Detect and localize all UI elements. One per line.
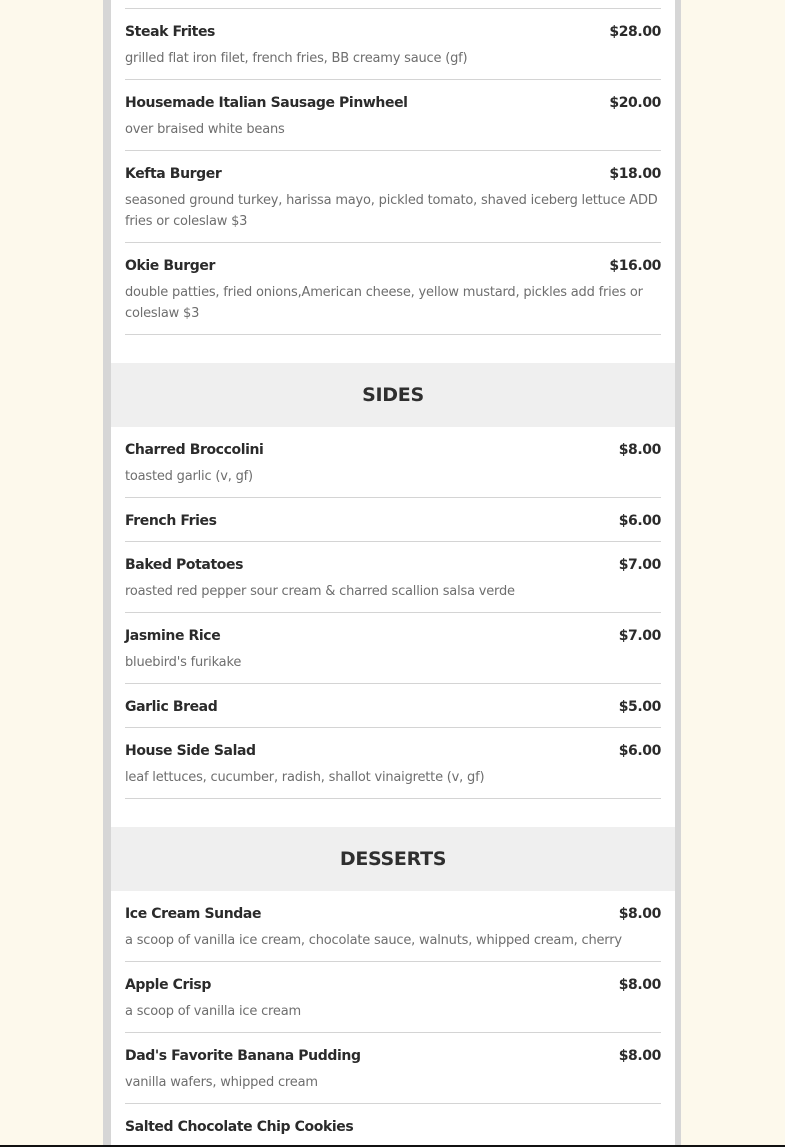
item-description: toasted garlic (v, gf)	[125, 469, 253, 484]
item-description: seasoned ground turkey, harissa mayo, pickled tomato, shaved iceberg lettuce ADD fries or coleslaw $3	[125, 193, 658, 229]
menu-item	[125, 498, 661, 542]
item-price: $5.00	[618, 699, 661, 715]
item-name: Jasmine Rice	[125, 628, 221, 644]
item-price: $6.00	[618, 513, 661, 529]
item-description: over braised white beans	[125, 122, 285, 137]
menu-item	[125, 243, 661, 335]
item-name: Housemade Italian Sausage Pinwheel	[125, 95, 408, 111]
section-header-desserts	[111, 827, 675, 891]
item-price: $8.00	[618, 1048, 661, 1064]
item-name: Garlic Bread	[125, 699, 218, 715]
item-description: leaf lettuces, cucumber, radish, shallot vinaigrette (v, gf)	[125, 770, 485, 785]
item-description: bluebird's furikake	[125, 655, 242, 670]
item-price: $8.00	[618, 977, 661, 993]
menu-content	[111, 0, 675, 1147]
item-description: a scoop of vanilla ice cream	[125, 1004, 301, 1019]
item-name: Dad's Favorite Banana Pudding	[125, 1048, 361, 1064]
item-price: $18.00	[609, 166, 661, 182]
item-price: $7.00	[618, 557, 661, 573]
menu-item	[125, 542, 661, 613]
desserts-list	[125, 891, 661, 1147]
item-name: Apple Crisp	[125, 977, 211, 993]
section-title: SIDES	[362, 384, 424, 406]
item-name: House Side Salad	[125, 743, 256, 759]
item-price: $8.00	[618, 906, 661, 922]
item-price: $20.00	[609, 95, 661, 111]
item-description: grilled flat iron filet, french fries, BB creamy sauce (gf)	[125, 51, 468, 66]
menu-item	[125, 684, 661, 728]
item-price: $7.00	[618, 628, 661, 644]
section-header-sides	[111, 363, 675, 427]
menu-panel	[111, 0, 675, 1147]
menu-item	[125, 962, 661, 1033]
item-description: roasted red pepper sour cream & charred scallion salsa verde	[125, 584, 515, 599]
item-name: French Fries	[125, 513, 217, 529]
item-name: Okie Burger	[125, 258, 215, 274]
menu-item	[125, 80, 661, 151]
entrees-list	[125, 8, 661, 335]
menu-item	[125, 8, 661, 80]
menu-item	[125, 728, 661, 799]
menu-item	[125, 1104, 661, 1147]
item-price: $8.00	[618, 442, 661, 458]
item-description: vanilla wafers, whipped cream	[125, 1075, 318, 1090]
item-description: a scoop of vanilla ice cream, chocolate sauce, walnuts, whipped cream, cherry	[125, 933, 622, 948]
menu-item	[125, 613, 661, 684]
menu-item	[125, 427, 661, 498]
item-description: double patties, fried onions,American cheese, yellow mustard, pickles add fries or coleslaw $3	[125, 285, 643, 321]
item-name: Salted Chocolate Chip Cookies	[125, 1119, 354, 1135]
menu-item	[125, 891, 661, 962]
item-price: $28.00	[609, 24, 661, 40]
section-title: DESSERTS	[339, 848, 447, 870]
item-name: Baked Potatoes	[125, 557, 244, 573]
item-name: Kefta Burger	[125, 166, 222, 182]
menu-item	[125, 151, 661, 243]
sides-list	[125, 427, 661, 799]
item-price: $16.00	[609, 258, 661, 274]
item-name: Ice Cream Sundae	[125, 906, 262, 922]
page-frame	[103, 0, 681, 1147]
item-name: Steak Frites	[125, 24, 215, 40]
menu-item	[125, 1033, 661, 1104]
item-price: $6.00	[618, 743, 661, 759]
item-name: Charred Broccolini	[125, 442, 264, 458]
